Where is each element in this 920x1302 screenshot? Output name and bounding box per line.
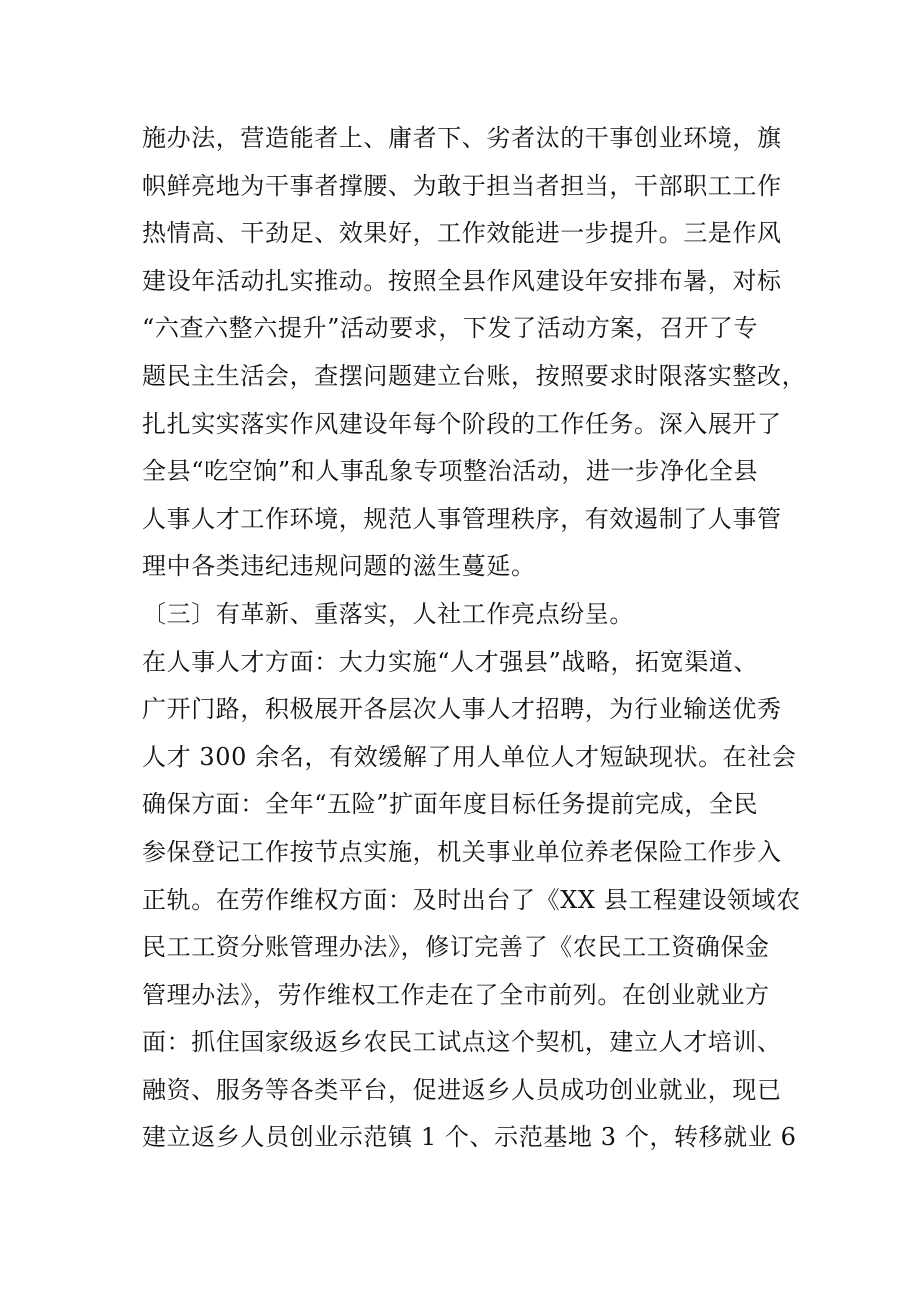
text-line: 广开门路，积极展开各层次人事人才招聘，为行业输送优秀 bbox=[142, 695, 782, 724]
text-line: 建设年活动扎实推动。按照全县作风建设年安排布暑，对标 bbox=[142, 266, 782, 295]
text-line: 民工工资分账管理办法》，修订完善了《农民工工资确保金 bbox=[142, 933, 770, 962]
section-heading: 〔三〕有革新、重落实，人社工作亮点纷呈。 bbox=[142, 599, 634, 628]
text-line: 全县“吃空饷”和人事乱象专项整治活动，进一步净化全县 bbox=[142, 457, 759, 486]
text-line: 确保方面：全年“五险”扩面年度目标任务提前完成，全民 bbox=[142, 790, 759, 819]
text-line: 施办法，营造能者上、庸者下、劣者汰的干事创业环境，旗 bbox=[142, 124, 782, 152]
text-line: “六查六整六提升”活动要求，下发了活动方案，召开了专 bbox=[142, 314, 759, 343]
text-line: 理中各类违纪违规问题的滋生蔓延。 bbox=[142, 552, 536, 581]
text-line: 热情高、干劲足、效果好，工作效能进一步提升。三是作风 bbox=[142, 219, 782, 248]
text-line: 管理办法》，劳作维权工作走在了全市前列。在创业就业方 bbox=[142, 980, 770, 1009]
text-line: 人事人才工作环境，规范人事管理秩序，有效遏制了人事管 bbox=[142, 504, 782, 533]
text-line: 帜鲜亮地为干事者撑腰、为敢于担当者担当，干部职工工作 bbox=[142, 171, 782, 200]
body-text bbox=[142, 115, 807, 1162]
text-line: 建立返乡人员创业示范镇 1 个、示范基地 3 个，转移就业 6 bbox=[142, 1123, 797, 1152]
text-line: 参保登记工作按节点实施，机关事业单位养老保险工作步入 bbox=[142, 837, 782, 866]
text-line: 扎扎实实落实作风建设年每个阶段的工作任务。深入展开了 bbox=[142, 409, 782, 438]
text-line: 题民主生活会，查摆问题建立台账，按照要求时限落实整改， bbox=[142, 361, 807, 390]
text-line: 在人事人才方面：大力实施“人才强县”战略，拓宽渠道、 bbox=[142, 647, 759, 676]
text-line: 人才 300 余名，有效缓解了用人单位人才短缺现状。在社会 bbox=[142, 742, 797, 771]
text-line: 面：抓住国家级返乡农民工试点这个契机，建立人才培训、 bbox=[142, 1028, 782, 1057]
text-line: 融资、服务等各类平台，促进返乡人员成功创业就业，现已 bbox=[142, 1075, 782, 1104]
text-line: 正轨。在劳作维权方面：及时出台了《XX 县工程建设领域农 bbox=[142, 885, 801, 914]
